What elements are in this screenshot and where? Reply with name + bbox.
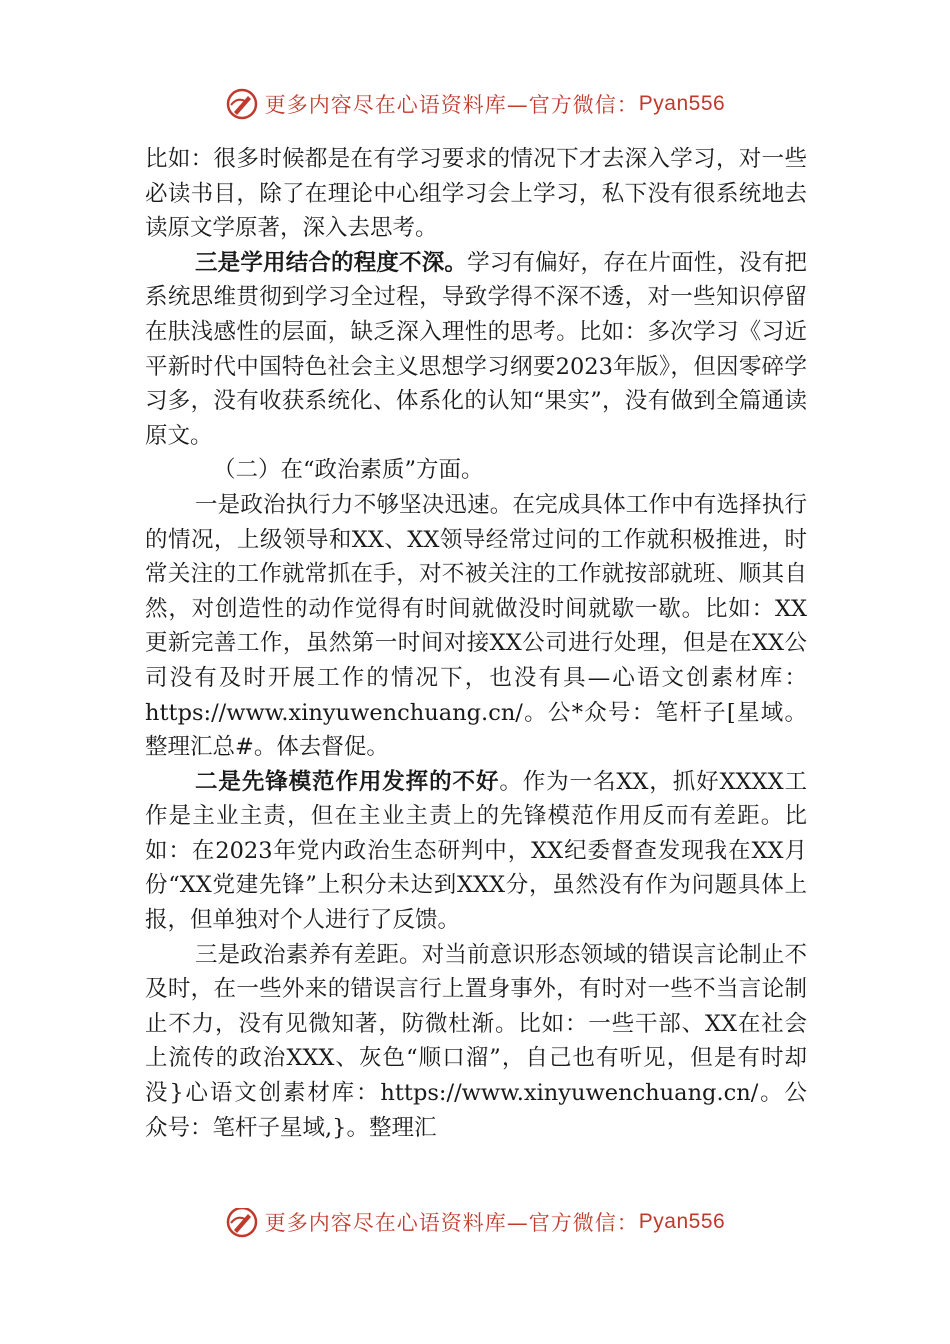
paragraph-text: 三是政治素养有差距。对当前意识形态领域的错误言论制止不及时，在一些外来的错误言行上置身事外，有时对一些不当言论制止不力，没有见微知著，防微杜渐。比如：一些干部、XX在社会上流传的政治XXX、灰色“顺口溜”，自己也有听见，但是有时却没}心语文创素材库：https://www.xinyuwenchuang.cn/。公众号：笔杆子星域,}。整理汇: [145, 941, 807, 1141]
paragraph-text: （二）在“政治素质”方面。: [213, 457, 484, 484]
watermark-footer: [0, 1208, 950, 1240]
watermark-header: [0, 84, 950, 124]
paragraph-1: [145, 142, 807, 246]
paragraph-heading: 三是学用结合的程度不深。: [195, 249, 468, 276]
watermark-wechat-id: Pyan556: [638, 92, 726, 115]
pen-seal-logo-icon: [225, 87, 259, 121]
paragraph-heading: 二是先锋模范作用发挥的不好: [195, 768, 500, 795]
watermark-text: 更多内容尽在心语资料库—官方微信：: [264, 93, 639, 117]
paragraph-text: 学习有偏好，存在片面性，没有把系统思维贯彻到学习全过程，导致学得不深不透，对一些知识停留在肤浅感性的层面，缺乏深入理性的思考。比如：多次学习《习近平新时代中国特色社会主义思想学习纲要2023年版》，但因零碎学习多，没有收获系统化、体系化的认知“果实”，没有做到全篇通读原文。: [145, 249, 807, 449]
paragraph-5: [145, 765, 807, 938]
paragraph-4: [145, 488, 807, 765]
watermark-wechat-id: Pyan556: [638, 1210, 726, 1233]
paragraph-text: 。作为一名XX，抓好XXXX工作是主业主责，但在主业主责上的先锋模范作用反而有差距。比如：在2023年党内政治生态研判中，XX纪委督查发现我在XX月份“XX党建先锋”上积分未达到XXX分，虽然没有作为问题具体上报，但单独对个人进行了反馈。: [145, 768, 807, 934]
pen-seal-logo-icon: [225, 1208, 259, 1239]
section-heading: [145, 453, 807, 488]
paragraph-text: 比如：很多时候都是在有学习要求的情况下才去深入学习，对一些必读书目，除了在理论中心组学习会上学习，私下没有很系统地去读原文学原著，深入去思考。: [145, 146, 807, 242]
document-body: [145, 142, 807, 1145]
paragraph-2: [145, 246, 807, 454]
watermark-text: 更多内容尽在心语资料库—官方微信：: [264, 1211, 639, 1235]
paragraph-6: [145, 938, 807, 1146]
paragraph-text: 一是政治执行力不够坚决迅速。在完成具体工作中有选择执行的情况，上级领导和XX、XX领导经常过问的工作就积极推进，时常关注的工作就常抓在手，对不被关注的工作就按部就班、顺其自然，对创造性的动作觉得有时间就做没时间就歇一歇。比如：XX更新完善工作，虽然第一时间对接XX公司进行处理，但是在XX公司没有及时开展工作的情况下，也没有具—心语文创素材库：https://www.xinyuwenchuang.cn/。公*众号：笔杆子[星域。整理汇总#。体去督促。: [145, 491, 807, 761]
